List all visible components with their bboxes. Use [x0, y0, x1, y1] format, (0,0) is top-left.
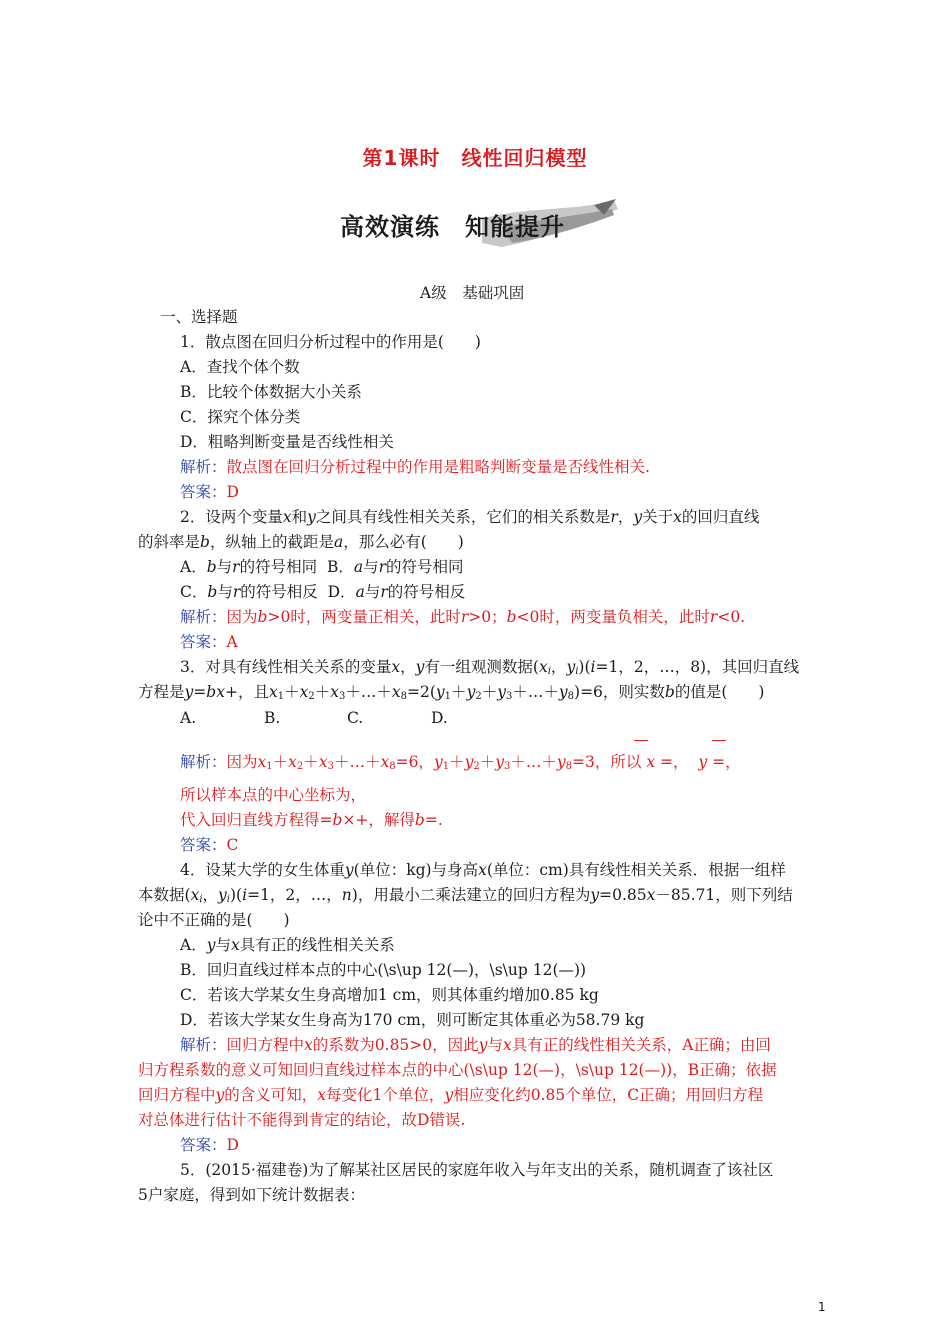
q2-stem-line2: 的斜率是b，纵轴上的截距是a，那么必有( ) [138, 533, 464, 551]
q3-answer: 答案：C [180, 836, 239, 854]
q1-option-b: B．比较个体数据大小关系 [180, 383, 362, 401]
q4-answer: 答案：D [180, 1136, 239, 1154]
q3-option-a: A. [180, 709, 197, 727]
overbar [634, 740, 648, 741]
q4-analysis-line3: 回归方程中y的含义可知，x每变化1个单位，y相应变化约0.85个单位，C正确；用回归方程 [138, 1086, 764, 1104]
analysis-label: 解析： [180, 458, 227, 476]
q3-option-d: D. [431, 709, 448, 727]
q3-stem-line2: 方程是y=bx+，且$x_1+x_2+x_3+\dots+x_8=2(y_1+y_2+y_3+\dots+y_8)=6$，则实数b的值是( ) [138, 683, 765, 702]
q1-option-d: D．粗略判断变量是否线性相关 [180, 433, 394, 451]
q4-option-c: C．若该大学某女生身高增加1 cm，则其体重约增加0.85 kg [180, 986, 599, 1004]
lesson-title: 第1课时 线性回归模型 [362, 146, 588, 170]
q2-analysis: 解析：因为b>0时，两变量正相关，此时r>0；b<0时，两变量负相关，此时r<0. [180, 608, 746, 626]
section-heading: 一、选择题 [160, 308, 238, 326]
q3-analysis: 解析：因为$x_1+x_2+x_3+\dots+x_8=6$，$y_1+y_2+y_3+\dots+y_8=3$，所以 x =， y =， [180, 753, 741, 772]
q4-analysis-line4: 对总体进行估计不能得到肯定的结论，故D错误. [138, 1111, 466, 1129]
q1-option-c: C．探究个体分类 [180, 408, 301, 426]
q5-stem-line2: 5户家庭，得到如下统计数据表： [138, 1186, 365, 1204]
q2-stem-line1: 2．设两个变量x和y之间具有线性相关关系，它们的相关系数是r，y关于x的回归直线 [180, 508, 760, 526]
banner-text: 高效演练 知能提升 [340, 213, 565, 241]
q4-stem-line1: 4．设某大学的女生体重y(单位：kg)与身高x(单位：cm)具有线性相关关系．根据一组样 [180, 861, 786, 879]
q2-options-ab: A．b与r的符号相同 B．a与r的符号相同 [180, 558, 464, 576]
q4-stem-line2: 本数据($x_i$，$y_i)(i=1$，2，…，n)，用最小二乘法建立的回归方程为y=0.85x－85.71，则下列结 [138, 886, 793, 905]
q1-answer: 答案：D [180, 483, 239, 501]
q4-analysis-line2: 归方程系数的意义可知回归直线过样本点的中心(\s\up 12(—)，\s\up 12(—))，B正确；依据 [138, 1061, 777, 1079]
section-banner [332, 197, 622, 255]
q4-analysis-line1: 解析：回归方程中x的系数为0.85>0，因此y与x具有正的线性相关关系，A正确；由回 [180, 1036, 771, 1054]
page-number: 1 [818, 1300, 826, 1314]
level-heading: A级 基础巩固 [420, 284, 525, 302]
q1-analysis: 解析：散点图在回归分析过程中的作用是粗略判断变量是否线性相关. [180, 458, 650, 476]
q4-option-d: D．若该大学某女生身高为170 cm，则可断定其体重必为58.79 kg [180, 1011, 645, 1029]
q1-stem: 1．散点图在回归分析过程中的作用是( ) [180, 333, 481, 351]
q2-answer: 答案：A [180, 633, 238, 651]
q3-analysis-substitute: 代入回归直线方程得=b×+，解得b=. [180, 811, 443, 829]
q5-stem-line1: 5．(2015·福建卷)为了解某社区居民的家庭年收入与年支出的关系，随机调查了该社区 [180, 1161, 774, 1179]
q3-stem-line1: 3．对具有线性相关关系的变量x，y有一组观测数据($x_i$，$y_i)(i=1$，2，…，8)，其回归直线 [180, 658, 800, 677]
answer-label: 答案： [180, 483, 227, 501]
q2-options-cd: C．b与r的符号相反 D．a与r的符号相反 [180, 583, 466, 601]
overbar [712, 740, 726, 741]
q1-option-a: A．查找个体个数 [180, 358, 300, 376]
q3-option-b: B. [264, 709, 281, 727]
q3-option-c: C. [347, 709, 364, 727]
q4-option-b: B．回归直线过样本点的中心(\s\up 12(—)，\s\up 12(—)) [180, 961, 587, 979]
q4-option-a: A．y与x具有正的线性相关关系 [180, 936, 395, 954]
q4-stem-line3: 论中不正确的是( ) [138, 911, 290, 929]
q3-analysis-center: 所以样本点的中心坐标为， [180, 786, 367, 804]
